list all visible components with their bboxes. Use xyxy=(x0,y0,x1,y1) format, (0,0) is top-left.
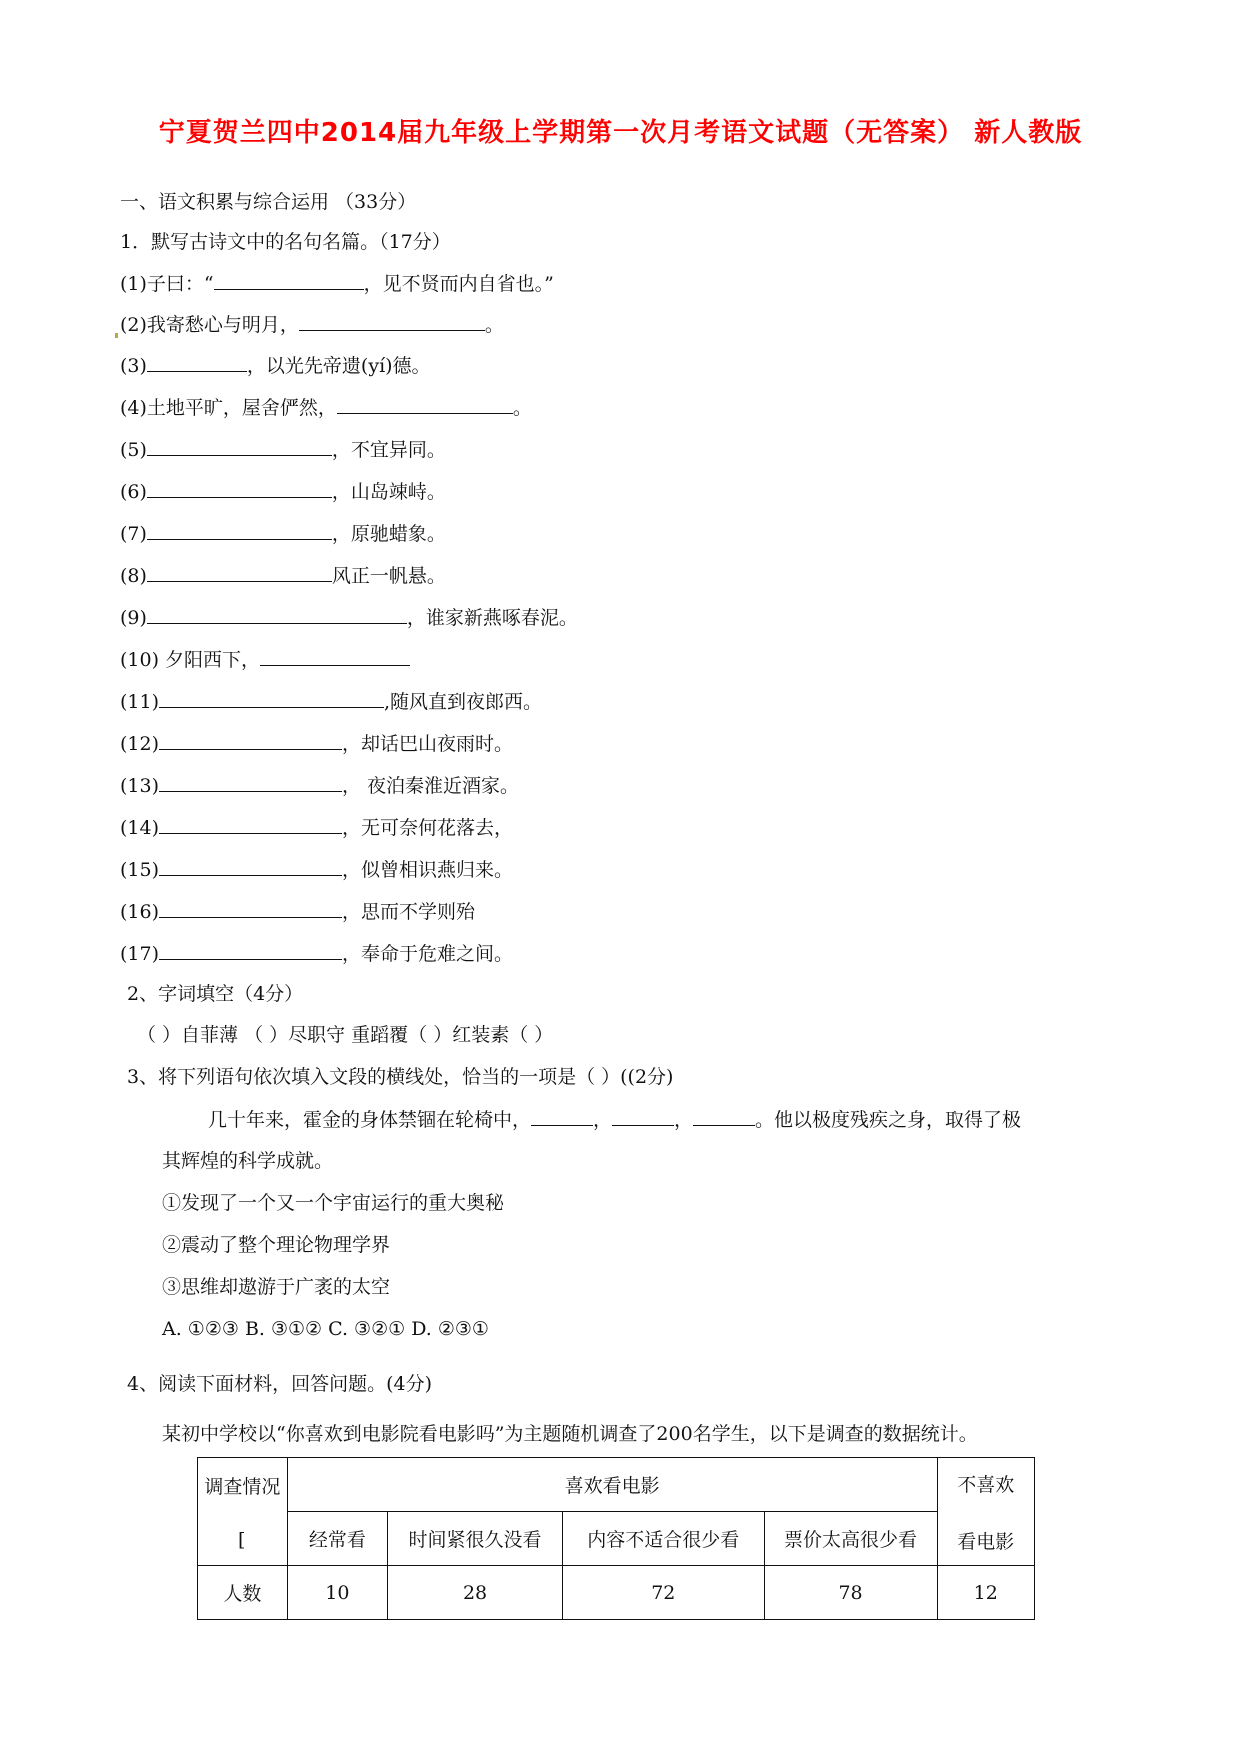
answer-blank[interactable] xyxy=(159,815,342,834)
question-3-option: ①发现了一个又一个宇宙运行的重大奥秘 xyxy=(162,1192,505,1214)
table-header-cell: 经常看 xyxy=(287,1512,387,1566)
q1-item: (2)我寄愁心与明月， 。 xyxy=(120,314,504,336)
question-4-intro: 某初中学校以“你喜欢到电影院看电影吗”为主题随机调查了200名学生，以下是调查的数据统计。 xyxy=(162,1423,978,1445)
table-cell: 12 xyxy=(937,1566,1035,1620)
stray-mark xyxy=(115,333,118,338)
answer-blank[interactable] xyxy=(147,521,332,540)
answer-blank[interactable] xyxy=(159,857,342,876)
question-1-heading: 1．默写古诗文中的名句名篇。（17分） xyxy=(120,231,451,253)
question-3-option: ③思维却遨游于广袤的太空 xyxy=(162,1276,391,1298)
survey-table xyxy=(197,1457,1035,1620)
table-cell: 78 xyxy=(764,1566,937,1620)
answer-blank[interactable] xyxy=(693,1107,755,1126)
section-heading: 一、语文积累与综合运用 （33分） xyxy=(120,191,417,213)
q1-item: (7) ，原驰蜡象。 xyxy=(120,523,446,545)
q1-item: (12) ，却话巴山夜雨时。 xyxy=(120,733,514,755)
answer-blank[interactable] xyxy=(299,312,485,331)
q1-item: (3) ，以光先帝遗(yí)德。 xyxy=(120,355,431,377)
question-3-choices: A. ①②③ B. ③①② C. ③②① D. ②③① xyxy=(162,1318,489,1340)
table-header-cell: 内容不适合很少看 xyxy=(562,1512,764,1566)
q1-item: (1)子曰：“ ，见不贤而内自省也。” xyxy=(120,273,554,295)
question-3-heading: 3、将下列语句依次填入文段的横线处，恰当的一项是（ ）((2分) xyxy=(127,1066,674,1088)
question-2-heading: 2、字词填空（4分） xyxy=(127,983,304,1005)
q1-item: (14) ，无可奈何花落去， xyxy=(120,817,514,839)
q1-item: (17) ，奉命于危难之间。 xyxy=(120,943,514,965)
answer-blank[interactable] xyxy=(159,689,384,708)
answer-blank[interactable] xyxy=(147,563,332,582)
answer-blank[interactable] xyxy=(159,731,342,750)
q1-item: (10) 夕阳西下， xyxy=(120,647,410,672)
q1-item: (13) ， 夜泊秦淮近酒家。 xyxy=(120,775,520,797)
q1-item: (9) ，谁家新燕啄春泥。 xyxy=(120,607,578,629)
table-cell: 72 xyxy=(562,1566,764,1620)
like-movies-header: 喜欢看电影 xyxy=(287,1458,937,1512)
answer-blank[interactable] xyxy=(147,353,247,372)
q1-item: (6) ，山岛竦峙。 xyxy=(120,481,446,503)
q1-item: (5) ，不宜异同。 xyxy=(120,439,446,461)
q1-item: (15) ，似曾相识燕归来。 xyxy=(120,859,514,881)
question-3-option: ②震动了整个理论物理学界 xyxy=(162,1234,391,1256)
table-header-cell: 票价太高很少看 xyxy=(764,1512,937,1566)
answer-blank[interactable] xyxy=(337,395,513,414)
answer-blank[interactable] xyxy=(147,479,332,498)
answer-blank[interactable] xyxy=(531,1107,593,1126)
answer-blank[interactable] xyxy=(612,1107,674,1126)
page-title: 宁夏贺兰四中2014届九年级上学期第一次月考语文试题（无答案） 新人教版 xyxy=(158,118,1083,148)
answer-blank[interactable] xyxy=(260,647,410,666)
q1-item: (16) ，思而不学则殆 xyxy=(120,901,476,923)
table-header-cell: 时间紧很久没看 xyxy=(388,1512,563,1566)
table-row xyxy=(198,1566,1035,1620)
answer-blank[interactable] xyxy=(159,773,342,792)
table-cell: 10 xyxy=(287,1566,387,1620)
question-2-fill: （ ）自菲薄 （ ）尽职守 重蹈覆（ ）红装素（ ） xyxy=(137,1024,554,1046)
answer-blank[interactable] xyxy=(214,271,364,290)
answer-blank[interactable] xyxy=(159,941,342,960)
q1-item: (11) ,随风直到夜郎西。 xyxy=(120,691,543,713)
table-row-label: 人数 xyxy=(198,1566,288,1620)
question-3-passage: 几十年来，霍金的身体禁锢在轮椅中， ， ， 。他以极度残疾之身，取得了极 xyxy=(208,1109,1022,1131)
answer-blank[interactable] xyxy=(147,605,407,624)
dislike-movies-header: 不喜欢 看电影 xyxy=(937,1458,1035,1566)
question-3-passage-cont: 其辉煌的科学成就。 xyxy=(162,1150,334,1172)
answer-blank[interactable] xyxy=(147,437,332,456)
q1-item: (8) 风正一帆悬。 xyxy=(120,565,446,587)
q1-item: (4)土地平旷，屋舍俨然， 。 xyxy=(120,397,532,419)
question-4-heading: 4、阅读下面材料，回答问题。(4分) xyxy=(127,1373,433,1395)
table-corner-cell: 调查情况 [ xyxy=(198,1458,288,1566)
answer-blank[interactable] xyxy=(159,899,342,918)
table-cell: 28 xyxy=(388,1566,563,1620)
